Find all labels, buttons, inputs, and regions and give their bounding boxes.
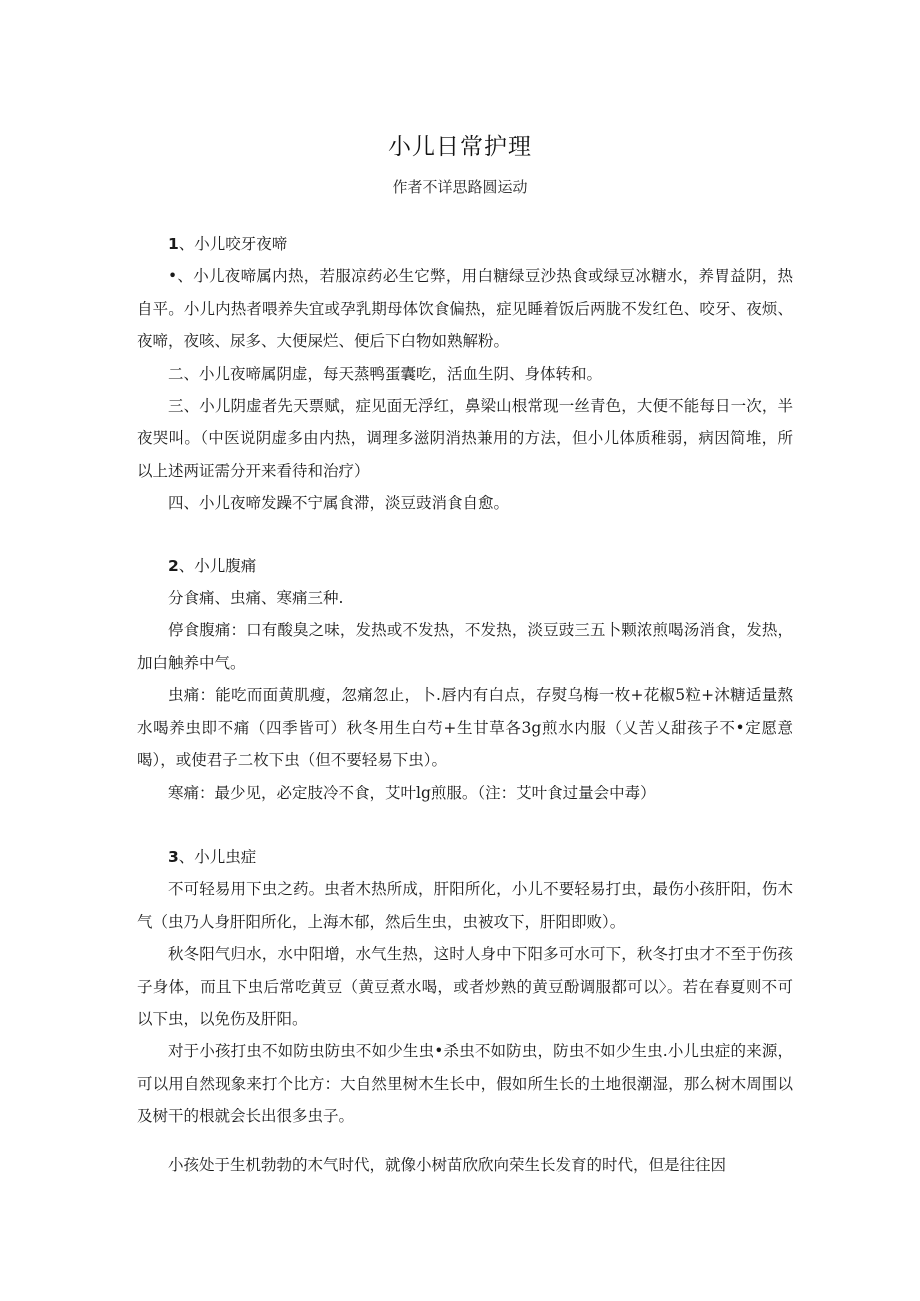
- paragraph: 小孩处于生机勃勃的木气时代，就像小树苗欣欣向荣生长发育的时代，但是往往因: [168, 1155, 727, 1174]
- section-number: 1: [168, 235, 179, 253]
- paragraph: 分食痛、虫痛、寒痛三种.: [168, 589, 344, 608]
- section-heading: [137, 550, 793, 582]
- document-title: 小儿日常护理: [388, 134, 532, 160]
- paragraph: 不可轻易用下虫之药。虫者木热所成，肝阳所化，小儿不要轻易打虫，最伤小孩肝阳，伤木气（虫乃人身肝阳所化，上海木郁，然后生虫，虫被攻下，肝阳即败）。: [137, 880, 793, 931]
- paragraph: 寒痛：最少见，必定肢冷不食，艾叶lg煎服。（注：艾叶食过量会中毒）: [168, 783, 656, 802]
- paragraph: 三、小儿阴虚者先天票赋，症见面无浮红，鼻梁山根常现一丝青色，大便不能每日一次，半夜哭叫。（中医说阴虚多由内热，调理多滋阴消热兼用的方法，但小儿体质稚弱，病因简堆，所以上述两证需分开来看待和治疗）: [137, 397, 793, 480]
- section-heading: [137, 228, 793, 260]
- paragraph: 秋冬阳气归水，水中阳增，水气生热，这时人身中下阳多可水可下，秋冬打虫才不至于伤孩子身体，而且下虫后常吃黄豆（黄豆煮水喝，或者炒熟的黄豆酚调服都可以〉。若在春夏则不可以下虫，以免伤及肝阳。: [137, 945, 793, 1028]
- section-title: 、小儿咬牙夜啼: [178, 235, 288, 253]
- paragraph: 四、小儿夜啼发躁不宁属食滞，淡豆豉消食自愈。: [168, 494, 510, 513]
- section-number: 2: [168, 556, 179, 575]
- section-number: 3: [168, 847, 179, 866]
- paragraph: 二、小儿夜啼属阴虚，每天蒸鸭蛋囊吃，活血生阴、身体转和。: [168, 364, 603, 383]
- document-body: [137, 228, 793, 1181]
- document-author: 作者不详思路圆运动: [392, 178, 528, 196]
- paragraph: •、小儿夜啼属内热，若服凉药必生它弊，用白糖绿豆沙热食或绿豆冰糖水，养胃益阴，热自平。小儿内热者喂养失宜或孕乳期母体饮食偏热，症见睡着饭后两胧不发红色、咬牙、夜烦、夜啼，夜咳、尿多、大便屎烂、便后下白物如熟解粉。: [137, 267, 793, 351]
- paragraph: 对于小孩打虫不如防虫防虫不如少生虫•杀虫不如防虫，防虫不如少生虫.小儿虫症的来源，可以用自然现象来打个比方：大自然里树木生长中，假如所生长的土地很潮湿，那么树木周围以及树干的根就会长出很多虫子。: [137, 1042, 793, 1126]
- section-spacer: [137, 520, 793, 550]
- section-title: 、小儿腹痛: [178, 556, 257, 575]
- paragraph: 虫痛：能吃而面黄肌瘦，忽痛忽止，卜.唇内有白点，存熨乌梅一枚+花椒5粒+沐糖适量熬水喝养虫即不痛（四季皆可）秋冬用生白芍+生甘草各3g煎水内服（乂苦乂甜孩子不•定愿意喝），或使君子二枚下虫（但不要轻易下虫）。: [137, 686, 793, 770]
- section-heading: [137, 841, 793, 873]
- section-title: 、小儿虫症: [178, 847, 257, 866]
- paragraph-spacer: [137, 1133, 793, 1149]
- paragraph: 停食腹痛：口有酸臭之味，发热或不发热，不发热，淡豆豉三五卜颗浓煎喝汤消食，发热，加白触养中气。: [137, 621, 793, 672]
- section-spacer: [137, 809, 793, 841]
